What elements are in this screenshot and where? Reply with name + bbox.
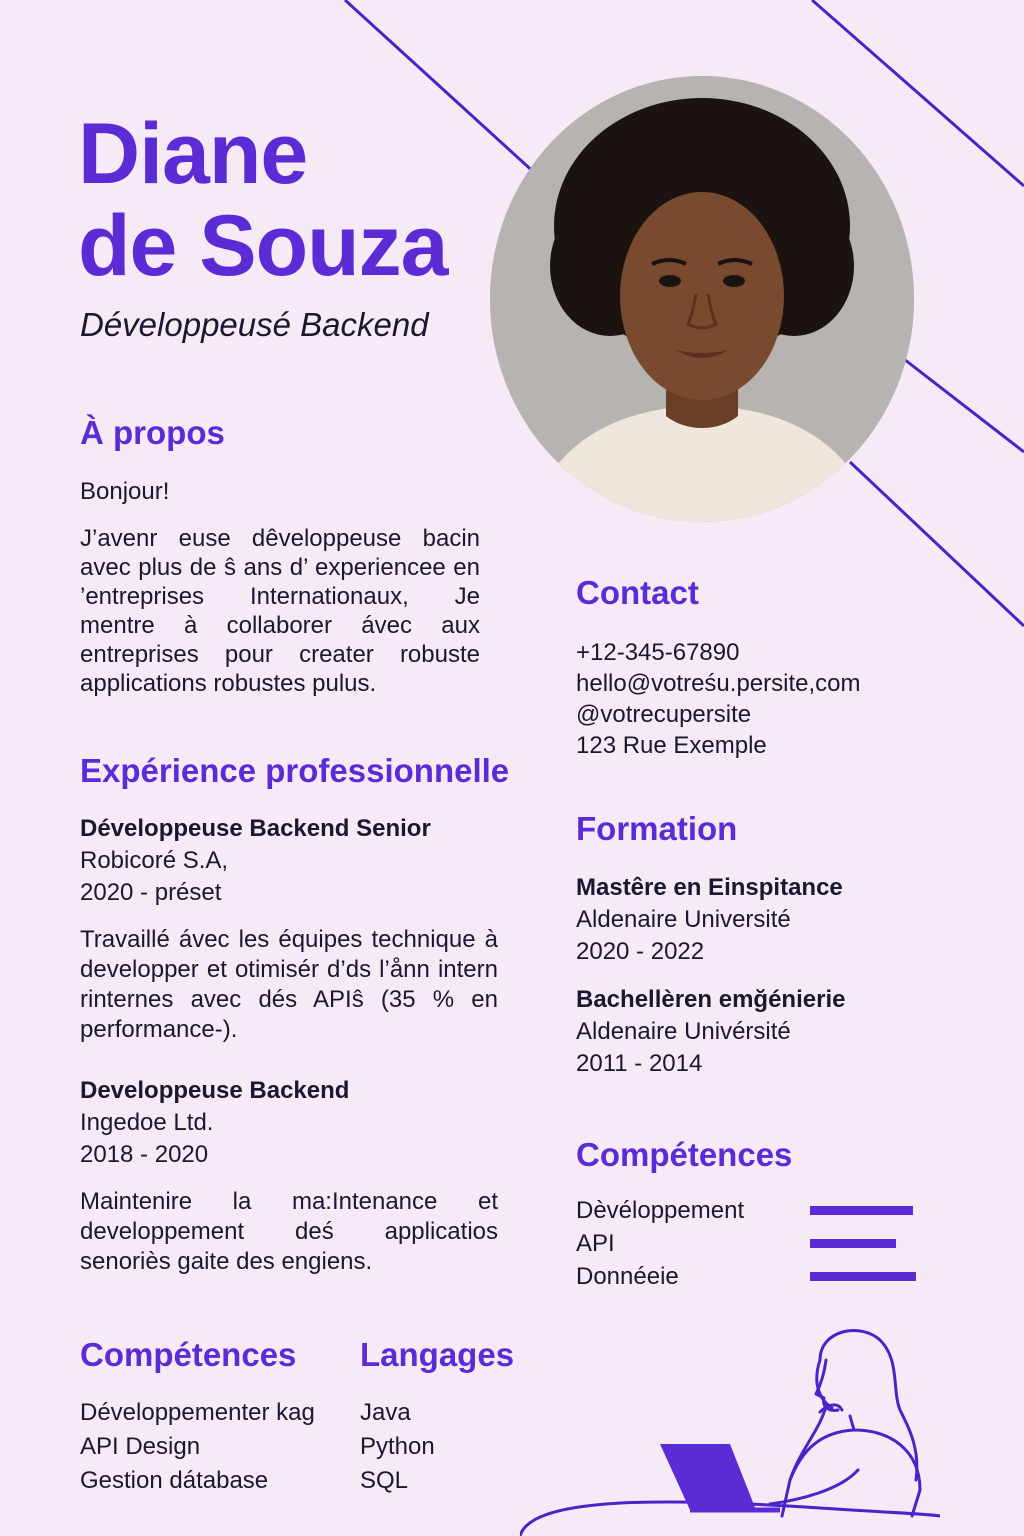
about-body: J’avenr euse dêveloppeuse bacin avec plus de ŝ ans d’ experiencee en ’entreprises Internationaux, Je mentre à collaborer ávec aux entreprises pour creater robuste applications robustes pulus.	[80, 525, 480, 697]
experience-item	[80, 1074, 498, 1277]
skill-row	[576, 1260, 916, 1293]
language-item: Python	[360, 1433, 435, 1460]
woman-laptop-illustration	[520, 1320, 940, 1536]
job-description: Travaillé ávec les équipes technique à developper et otimisér d’ds l’ånn intern rinternes avec dés APIŝ (35 % en performance-).	[80, 926, 498, 1043]
job-description: Maintenire la ma:Intenance et developpement deś applicatios senoriès gaite des engiens.	[80, 1188, 498, 1275]
job-title: Développeuse Backend Senior	[80, 815, 431, 842]
skill-label: Donnéeie	[576, 1262, 679, 1290]
skill-bar	[810, 1272, 916, 1281]
skills-list	[80, 1396, 315, 1498]
portrait-illustration	[490, 76, 914, 522]
job-title: Developpeuse Backend	[80, 1077, 350, 1104]
skill-item: API Design	[80, 1433, 201, 1460]
skill-label: API	[576, 1229, 615, 1257]
skill-bar	[810, 1239, 916, 1248]
job-dates: 2018 - 2020	[80, 1141, 209, 1168]
contact-handle: @votrecupersite	[576, 701, 752, 728]
skill-bar-fill	[810, 1239, 896, 1248]
skill-bar-fill	[810, 1206, 913, 1215]
contact-heading: Contact	[576, 574, 699, 611]
language-item: Java	[360, 1399, 411, 1426]
skill-item: Gestion dátabase	[80, 1467, 269, 1494]
job-role: Développeusé Backend	[80, 306, 429, 343]
candidate-name	[78, 108, 448, 292]
profile-photo	[490, 76, 914, 522]
contact-email: hello@votreśu.persite,com	[576, 670, 861, 697]
education-dates: 2011 - 2014	[576, 1050, 703, 1077]
contact-phone: +12-345-67890	[576, 639, 740, 666]
language-item: SQL	[360, 1467, 409, 1494]
education-school: Aldenaire Univérsité	[576, 1018, 791, 1045]
education-degree: Bachellèren emğénierie	[576, 986, 846, 1013]
experience-item	[80, 812, 498, 1045]
experience-heading: Expérience professionnelle	[80, 752, 510, 789]
name-line-2: de Souza	[78, 198, 448, 294]
education-item	[576, 983, 845, 1080]
about-heading: À propos	[80, 414, 225, 451]
skill-label: Dèvéloppement	[576, 1196, 745, 1224]
job-dates: 2020 - préset	[80, 879, 222, 906]
skill-row	[576, 1227, 916, 1260]
education-item	[576, 871, 843, 968]
skill-item: Développementer kag	[80, 1399, 315, 1426]
skill-bar	[810, 1206, 916, 1215]
skills-right-heading: Compétences	[576, 1136, 793, 1173]
name-line-1: Diane	[78, 106, 308, 202]
skill-row	[576, 1194, 916, 1227]
skills-left-heading: Compétences	[80, 1336, 297, 1373]
languages-heading: Langages	[360, 1336, 515, 1373]
education-degree: Mastêre en Einspitance	[576, 874, 843, 901]
formation-heading: Formation	[576, 810, 738, 847]
languages-list	[360, 1396, 435, 1498]
job-company: Ingedoe Ltd.	[80, 1109, 214, 1136]
skills-bars	[576, 1194, 916, 1293]
education-dates: 2020 - 2022	[576, 938, 705, 965]
contact-list	[576, 637, 860, 761]
contact-address: 123 Rue Exemple	[576, 732, 767, 759]
about-greeting: Bonjour!	[80, 478, 170, 505]
job-company: Robicoré S.A,	[80, 847, 229, 874]
education-school: Aldenaire Université	[576, 906, 791, 933]
skill-bar-fill	[810, 1272, 916, 1281]
